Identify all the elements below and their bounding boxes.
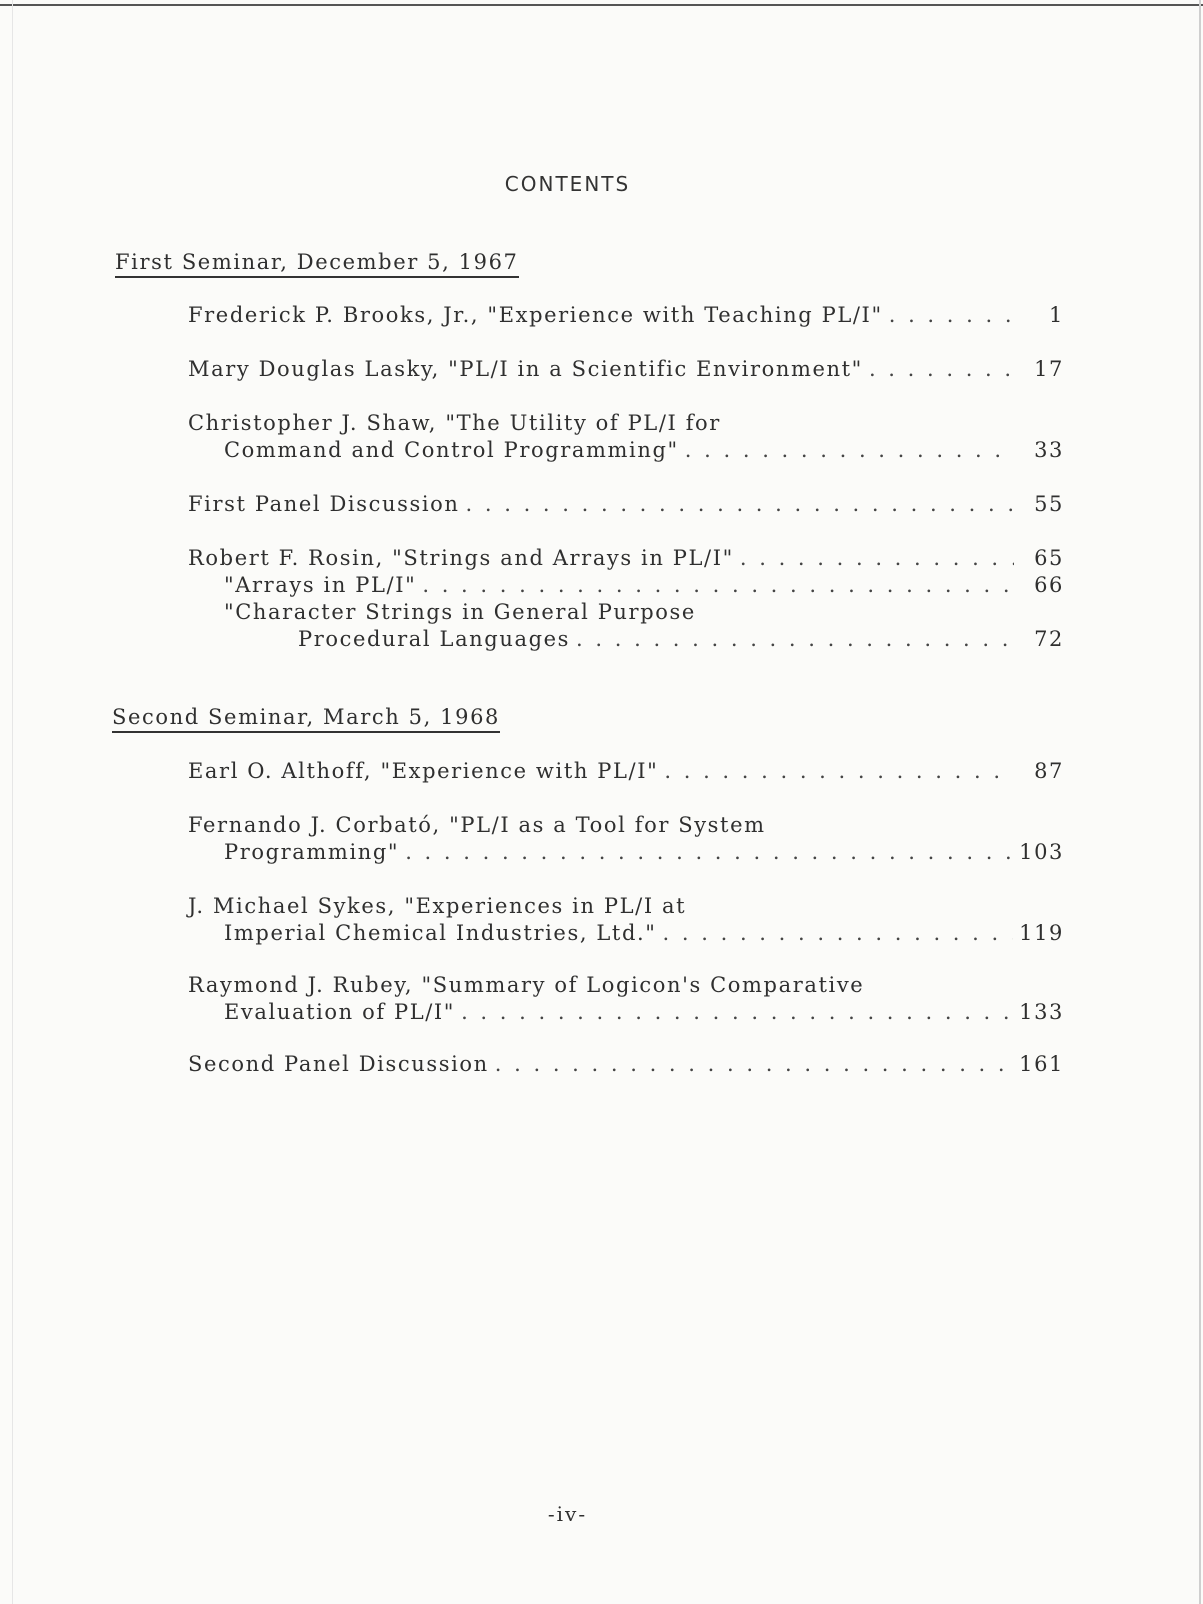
- toc-entry-brooks[interactable]: [188, 302, 1064, 329]
- dot-leader: [422, 572, 1014, 599]
- dot-leader: [576, 626, 1014, 653]
- section-heading-second-seminar: Second Seminar, March 5, 1968: [112, 705, 500, 733]
- toc-page-number: 1: [1049, 303, 1064, 327]
- toc-subentry-title: "Arrays in PL/I": [224, 573, 417, 597]
- section-heading-first-seminar: First Seminar, December 5, 1967: [115, 250, 519, 278]
- toc-entry-title: Robert F. Rosin, "Strings and Arrays in PL/I": [188, 546, 734, 570]
- toc-subentry-title-cont: Procedural Languages: [298, 627, 571, 651]
- toc-page-number: 55: [1034, 492, 1064, 516]
- toc-page-number: 103: [1019, 840, 1064, 864]
- toc-entry-sykes[interactable]: [188, 893, 1064, 947]
- toc-entry-title-cont: Command and Control Programming": [224, 438, 679, 462]
- dot-leader: [461, 999, 1013, 1026]
- toc-entry-rosin[interactable]: [188, 545, 1064, 653]
- toc-page-number: 17: [1034, 357, 1064, 381]
- toc-page-number: 72: [1034, 627, 1064, 651]
- toc-page-number: 119: [1019, 921, 1064, 945]
- toc-entry-corbato[interactable]: [188, 812, 1064, 866]
- page-number-footer: -iv-: [547, 1502, 588, 1526]
- toc-entry-shaw[interactable]: [188, 410, 1064, 464]
- toc-page-number: 33: [1034, 438, 1064, 462]
- toc-entry-title-cont: Programming": [224, 840, 400, 864]
- toc-entry-second-panel[interactable]: [188, 1051, 1064, 1078]
- toc-entry-title: Raymond J. Rubey, "Summary of Logicon's Comparative: [188, 973, 865, 997]
- dot-leader: [663, 920, 1014, 947]
- dot-leader: [405, 839, 1013, 866]
- toc-entry-title: Earl O. Althoff, "Experience with PL/I": [188, 759, 659, 783]
- toc-entry-title: Fernando J. Corbató, "PL/I as a Tool for System: [188, 813, 766, 837]
- dot-leader: [869, 356, 1014, 383]
- toc-subentry-arrays[interactable]: [188, 572, 1064, 599]
- toc-entry-title: J. Michael Sykes, "Experiences in PL/I at: [188, 894, 687, 918]
- dot-leader: [740, 545, 1014, 572]
- toc-page-number: 161: [1019, 1052, 1064, 1076]
- toc-subentry-title: "Character Strings in General Purpose: [224, 600, 696, 624]
- top-edge-rule: [0, 4, 1203, 6]
- toc-subentry-character-strings[interactable]: [188, 599, 1064, 626]
- dot-leader: [889, 302, 1014, 329]
- dot-leader: [664, 758, 1014, 785]
- toc-entry-rubey[interactable]: [188, 972, 1064, 1026]
- toc-entry-title-cont: Imperial Chemical Industries, Ltd.": [224, 921, 657, 945]
- toc-entry-lasky[interactable]: [188, 356, 1064, 383]
- toc-entry-title: First Panel Discussion: [188, 492, 460, 516]
- toc-entry-title: Frederick P. Brooks, Jr., "Experience with Teaching PL/I": [188, 303, 883, 327]
- toc-entry-title: Second Panel Discussion: [188, 1052, 489, 1076]
- toc-entry-title: Mary Douglas Lasky, "PL/I in a Scientific Environment": [188, 357, 863, 381]
- toc-entry-title-cont: Evaluation of PL/I": [224, 1000, 456, 1024]
- toc-entry-first-panel[interactable]: [188, 491, 1064, 518]
- left-edge-rule: [12, 0, 13, 1604]
- toc-page-number: 133: [1019, 1000, 1064, 1024]
- toc-page-number: 66: [1034, 573, 1064, 597]
- right-edge-rule: [1199, 0, 1201, 1604]
- dot-leader: [495, 1051, 1013, 1078]
- toc-page-number: 87: [1034, 759, 1064, 783]
- toc-entry-althoff[interactable]: [188, 758, 1064, 785]
- toc-page-number: 65: [1034, 546, 1064, 570]
- toc-entry-title: Christopher J. Shaw, "The Utility of PL/I for: [188, 411, 721, 435]
- dot-leader: [466, 491, 1014, 518]
- dot-leader: [685, 437, 1014, 464]
- page-title: CONTENTS: [504, 172, 631, 196]
